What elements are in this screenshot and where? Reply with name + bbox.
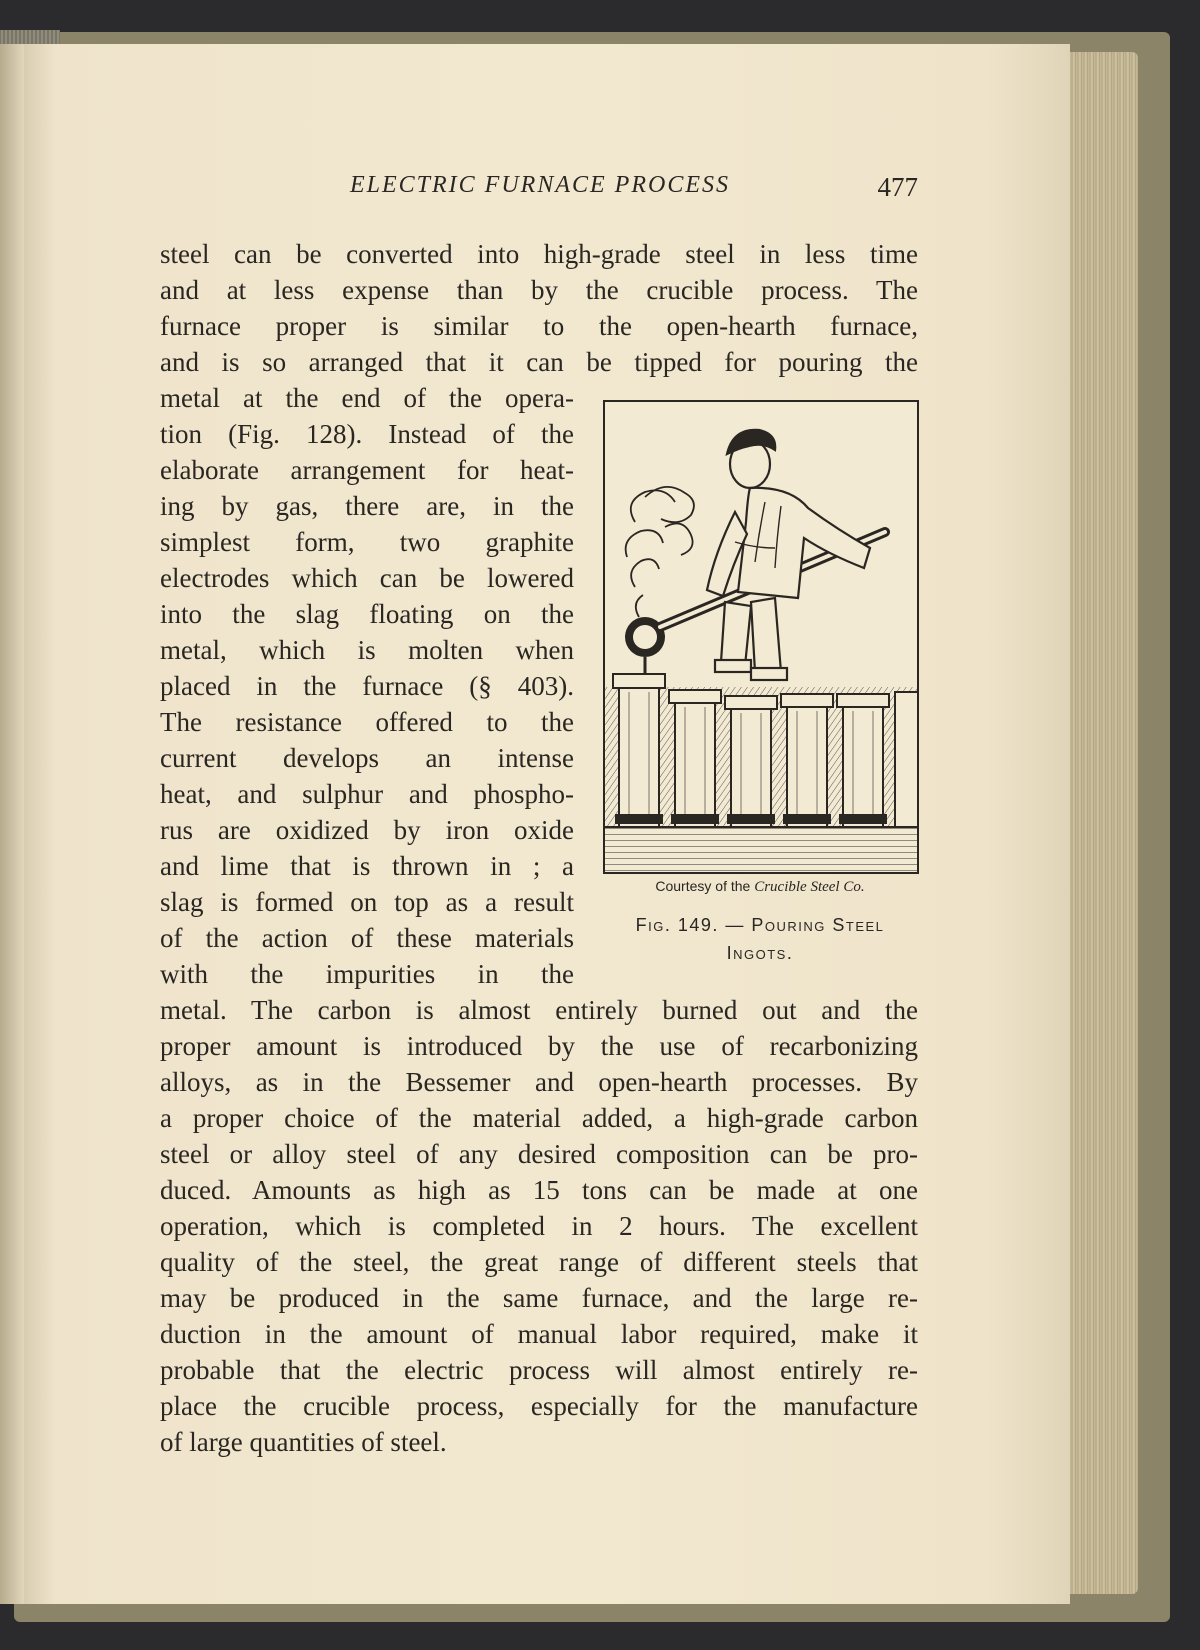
- text-line: with the impurities in the: [160, 959, 574, 989]
- figure-illustration: [603, 400, 919, 874]
- text-line: operation, which is completed in 2 hours. The excellent: [160, 1211, 918, 1241]
- text-line: and is so arranged that it can be tipped for pouring the: [160, 347, 918, 377]
- running-head-title: ELECTRIC FURNACE PROCESS: [350, 172, 730, 198]
- facing-page-edge: [0, 44, 24, 1604]
- text-line: metal, which is molten when: [160, 635, 574, 665]
- text-line: The resistance offered to the: [160, 707, 574, 737]
- text-line: of large quantities of steel.: [160, 1427, 447, 1457]
- text-line: proper amount is introduced by the use of recarbonizing: [160, 1031, 918, 1061]
- pouring-steel-illustration: [605, 402, 917, 872]
- page-edges: [1070, 52, 1138, 1594]
- running-head: [160, 172, 918, 212]
- text-line: tion (Fig. 128). Instead of the: [160, 419, 574, 449]
- text-line: probable that the electric process will almost entirely re-: [160, 1355, 918, 1385]
- text-line: current develops an intense: [160, 743, 574, 773]
- text-line: electrodes which can be lowered: [160, 563, 574, 593]
- text-line: and at less expense than by the crucible process. The: [160, 275, 918, 305]
- text-line: duced. Amounts as high as 15 tons can be made at one: [160, 1175, 918, 1205]
- text-line: alloys, as in the Bessemer and open-hearth processes. By: [160, 1067, 918, 1097]
- text-line: heat, and sulphur and phospho-: [160, 779, 574, 809]
- text-line: ing by gas, there are, in the: [160, 491, 574, 521]
- text-line: furnace proper is similar to the open-hearth furnace,: [160, 311, 918, 341]
- text-line: of the action of these materials: [160, 923, 574, 953]
- text-line: may be produced in the same furnace, and the large re-: [160, 1283, 918, 1313]
- text-line: metal. The carbon is almost entirely burned out and the: [160, 995, 918, 1025]
- text-line: steel can be converted into high-grade steel in less time: [160, 239, 918, 269]
- figure-credit: [598, 878, 922, 896]
- text-line: duction in the amount of manual labor required, make it: [160, 1319, 918, 1349]
- figure-caption: [600, 912, 920, 966]
- caption-line-1: [600, 912, 920, 940]
- credit-source: Crucible Steel Co.: [754, 879, 865, 895]
- caption-line-2: Ingots.: [726, 943, 794, 963]
- caption-label: Fig. 149. —: [635, 915, 752, 935]
- text-line: steel or alloy steel of any desired composition can be pro-: [160, 1139, 918, 1169]
- text-line: quality of the steel, the great range of different steels that: [160, 1247, 918, 1277]
- text-line: simplest form, two graphite: [160, 527, 574, 557]
- credit-prefix: Courtesy of the: [655, 878, 751, 894]
- text-line: slag is formed on top as a result: [160, 887, 574, 917]
- text-line: place the crucible process, especially for the manufacture: [160, 1391, 918, 1421]
- text-line: elaborate arrangement for heat-: [160, 455, 574, 485]
- text-line: rus are oxidized by iron oxide: [160, 815, 574, 845]
- text-line: and lime that is thrown in ; a: [160, 851, 574, 881]
- page-number: 477: [877, 172, 918, 202]
- text-line: into the slag floating on the: [160, 599, 574, 629]
- text-line: placed in the furnace (§ 403).: [160, 671, 574, 701]
- text-line: a proper choice of the material added, a high-grade carbon: [160, 1103, 918, 1133]
- caption-title: Pouring Steel: [751, 915, 885, 935]
- text-line: metal at the end of the opera-: [160, 383, 574, 413]
